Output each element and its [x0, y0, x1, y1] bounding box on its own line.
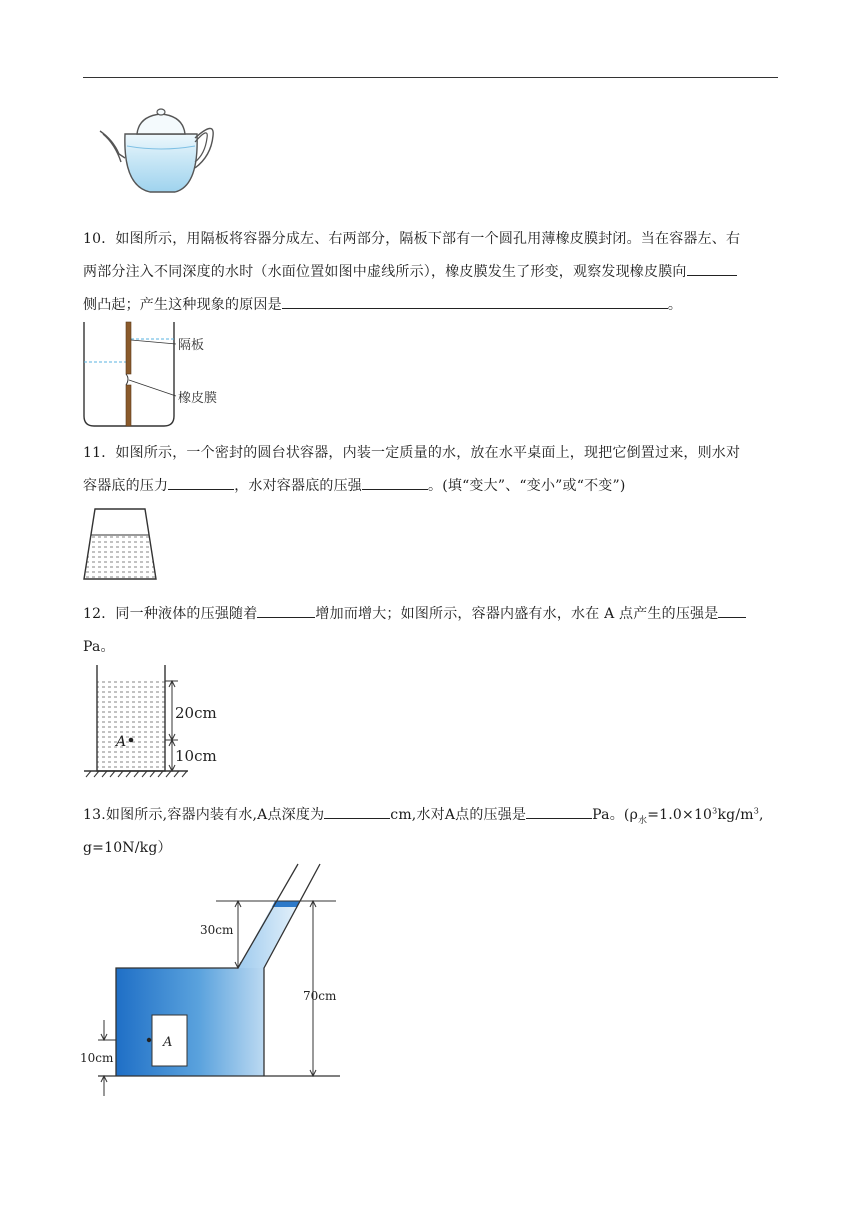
- q11-line2: [83, 475, 783, 495]
- q11-line2-text-b: ，水对容器底的压强: [234, 478, 363, 494]
- q10-line1: 10．如图所示，用隔板将容器分成左、右两部分，隔板下部有一个圆孔用薄橡皮膜封闭。当在容器左、右: [83, 231, 741, 247]
- q13-exp1: 3: [712, 806, 718, 816]
- q12-point-A: [129, 738, 134, 743]
- q13-blank2[interactable]: [526, 804, 592, 819]
- q10-line3-end: 。: [667, 297, 683, 313]
- q12-blank2[interactable]: [718, 603, 746, 618]
- q13-text-c: Pa。(ρ: [592, 807, 639, 823]
- q10-line2-text: 两部分注入不同深度的水时（水面位置如图中虚线所示），橡皮膜发生了形变，观察发现橡皮膜向: [83, 264, 687, 280]
- q13-blank1[interactable]: [324, 804, 390, 819]
- q13-label-70cm: 70cm: [303, 989, 337, 1003]
- q10-blank2[interactable]: [282, 294, 668, 309]
- q12-line1-text-a: 12．同一种液体的压强随着: [83, 606, 258, 622]
- q10-line2: [83, 261, 783, 281]
- water-tank-figure: [84, 660, 234, 780]
- q13-rho-sub: 水: [638, 815, 648, 826]
- q13-text-a: 13.如图所示,容器内装有水,A点深度为: [83, 807, 325, 823]
- q12-label-20cm: 20cm: [175, 704, 217, 722]
- q10-line3: [83, 294, 783, 314]
- label-partition: 隔板: [178, 338, 205, 353]
- partition-container-figure: [78, 318, 248, 430]
- q10-line3-text: 侧凸起；产生这种现象的原因是: [83, 297, 282, 313]
- q12-line1-text-b: 增加而增大；如图所示，容器内盛有水，水在 A 点产生的压强是: [315, 606, 719, 622]
- q12-label-10cm: 10cm: [175, 747, 217, 765]
- q13-text-d: =1.0×10: [647, 807, 713, 823]
- q12-line2: Pa。: [83, 639, 115, 655]
- label-membrane: 橡皮膜: [178, 391, 218, 406]
- header-rule: [83, 77, 778, 78]
- q13-line2: g=10N/kg）: [83, 840, 172, 856]
- teapot-figure: [95, 106, 220, 198]
- q11-blank1[interactable]: [168, 475, 234, 490]
- q13-exp2: 3: [753, 806, 760, 816]
- q12-line1: [83, 603, 783, 623]
- q10-blank1[interactable]: [687, 261, 737, 276]
- q13-point-A: [147, 1038, 151, 1042]
- q13-label-30cm: 30cm: [200, 923, 234, 937]
- q12-label-A: A: [116, 734, 127, 750]
- q13-text-e: kg/m: [717, 807, 754, 823]
- q11-line1: 11．如图所示，一个密封的圆台状容器，内装一定质量的水，放在水平桌面上，现把它倒置过来，则水对: [83, 445, 741, 461]
- q13-label-10cm: 10cm: [80, 1051, 114, 1065]
- q11-blank2[interactable]: [362, 475, 428, 490]
- q11-line2-text-c: 。(填“变大”、“变小”或“不变”): [428, 478, 626, 494]
- frustum-container-figure: [80, 505, 160, 583]
- q11-line2-text-a: 容器底的压力: [83, 478, 169, 494]
- q13-text-b: cm,水对A点的压强是: [390, 807, 527, 823]
- q13-label-A: A: [163, 1035, 173, 1050]
- q12-blank1[interactable]: [257, 603, 315, 618]
- q13-text-f: ,: [759, 807, 764, 823]
- slanted-tube-container-figure: [78, 860, 358, 1100]
- q13-line1: [83, 804, 783, 826]
